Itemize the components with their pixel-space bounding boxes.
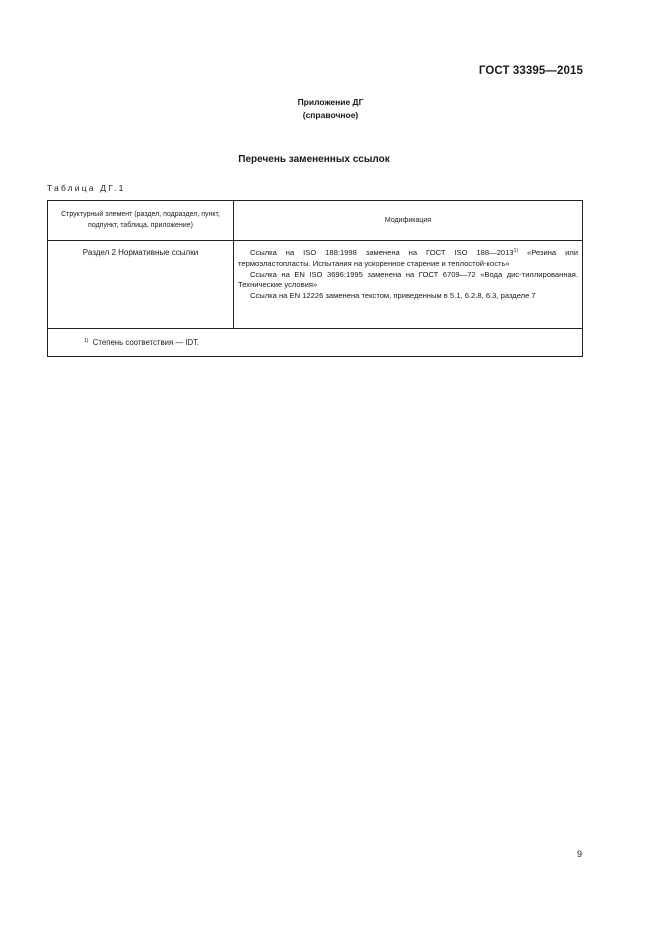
table-caption: Таблица ДГ.1: [47, 183, 126, 193]
modification-paragraph: [238, 248, 578, 270]
modification-text: «Резина или термоэластопласты. Испытания на ускоренное старение и теплостой-кость»: [238, 248, 578, 268]
appendix-subtitle: (справочное): [302, 110, 359, 120]
column-header-modification: Модификация: [234, 201, 582, 241]
appendix-heading: [0, 96, 661, 122]
document-code: ГОСТ 33395—2015: [478, 65, 583, 77]
section-title: Перечень замененных ссылок: [238, 154, 390, 165]
appendix-title: Приложение ДГ: [297, 97, 364, 107]
page-number: 9: [576, 849, 582, 859]
column-header-element: Структурный элемент (раздел, подраздел, пункт, подпункт, таблица, приложение): [48, 201, 234, 241]
table-cell-modification: [234, 241, 582, 329]
replaced-references-table: [47, 200, 583, 357]
footnote-reference: 1): [513, 248, 519, 254]
modification-text: Ссылка на ISO 188:1998 заменена на ГОСТ ISO 188—2013: [250, 248, 514, 257]
table-cell-element: Раздел 2 Нормативные ссылки: [48, 241, 234, 329]
footnote-text: Степень соответствия — IDT.: [92, 338, 200, 347]
footnote-mark: 1): [84, 338, 89, 344]
table-footnote: [48, 329, 582, 356]
modification-paragraph: Ссылка на EN ISO 3696:1995 заменена на ГОСТ 6709—72 «Вода дис-тиллированная. Технические условия»: [238, 269, 578, 290]
modification-paragraph: Ссылка на EN 12226 заменена текстом, приведенным в 5.1, 6.2.8, 6.3, разделе 7: [250, 291, 536, 301]
